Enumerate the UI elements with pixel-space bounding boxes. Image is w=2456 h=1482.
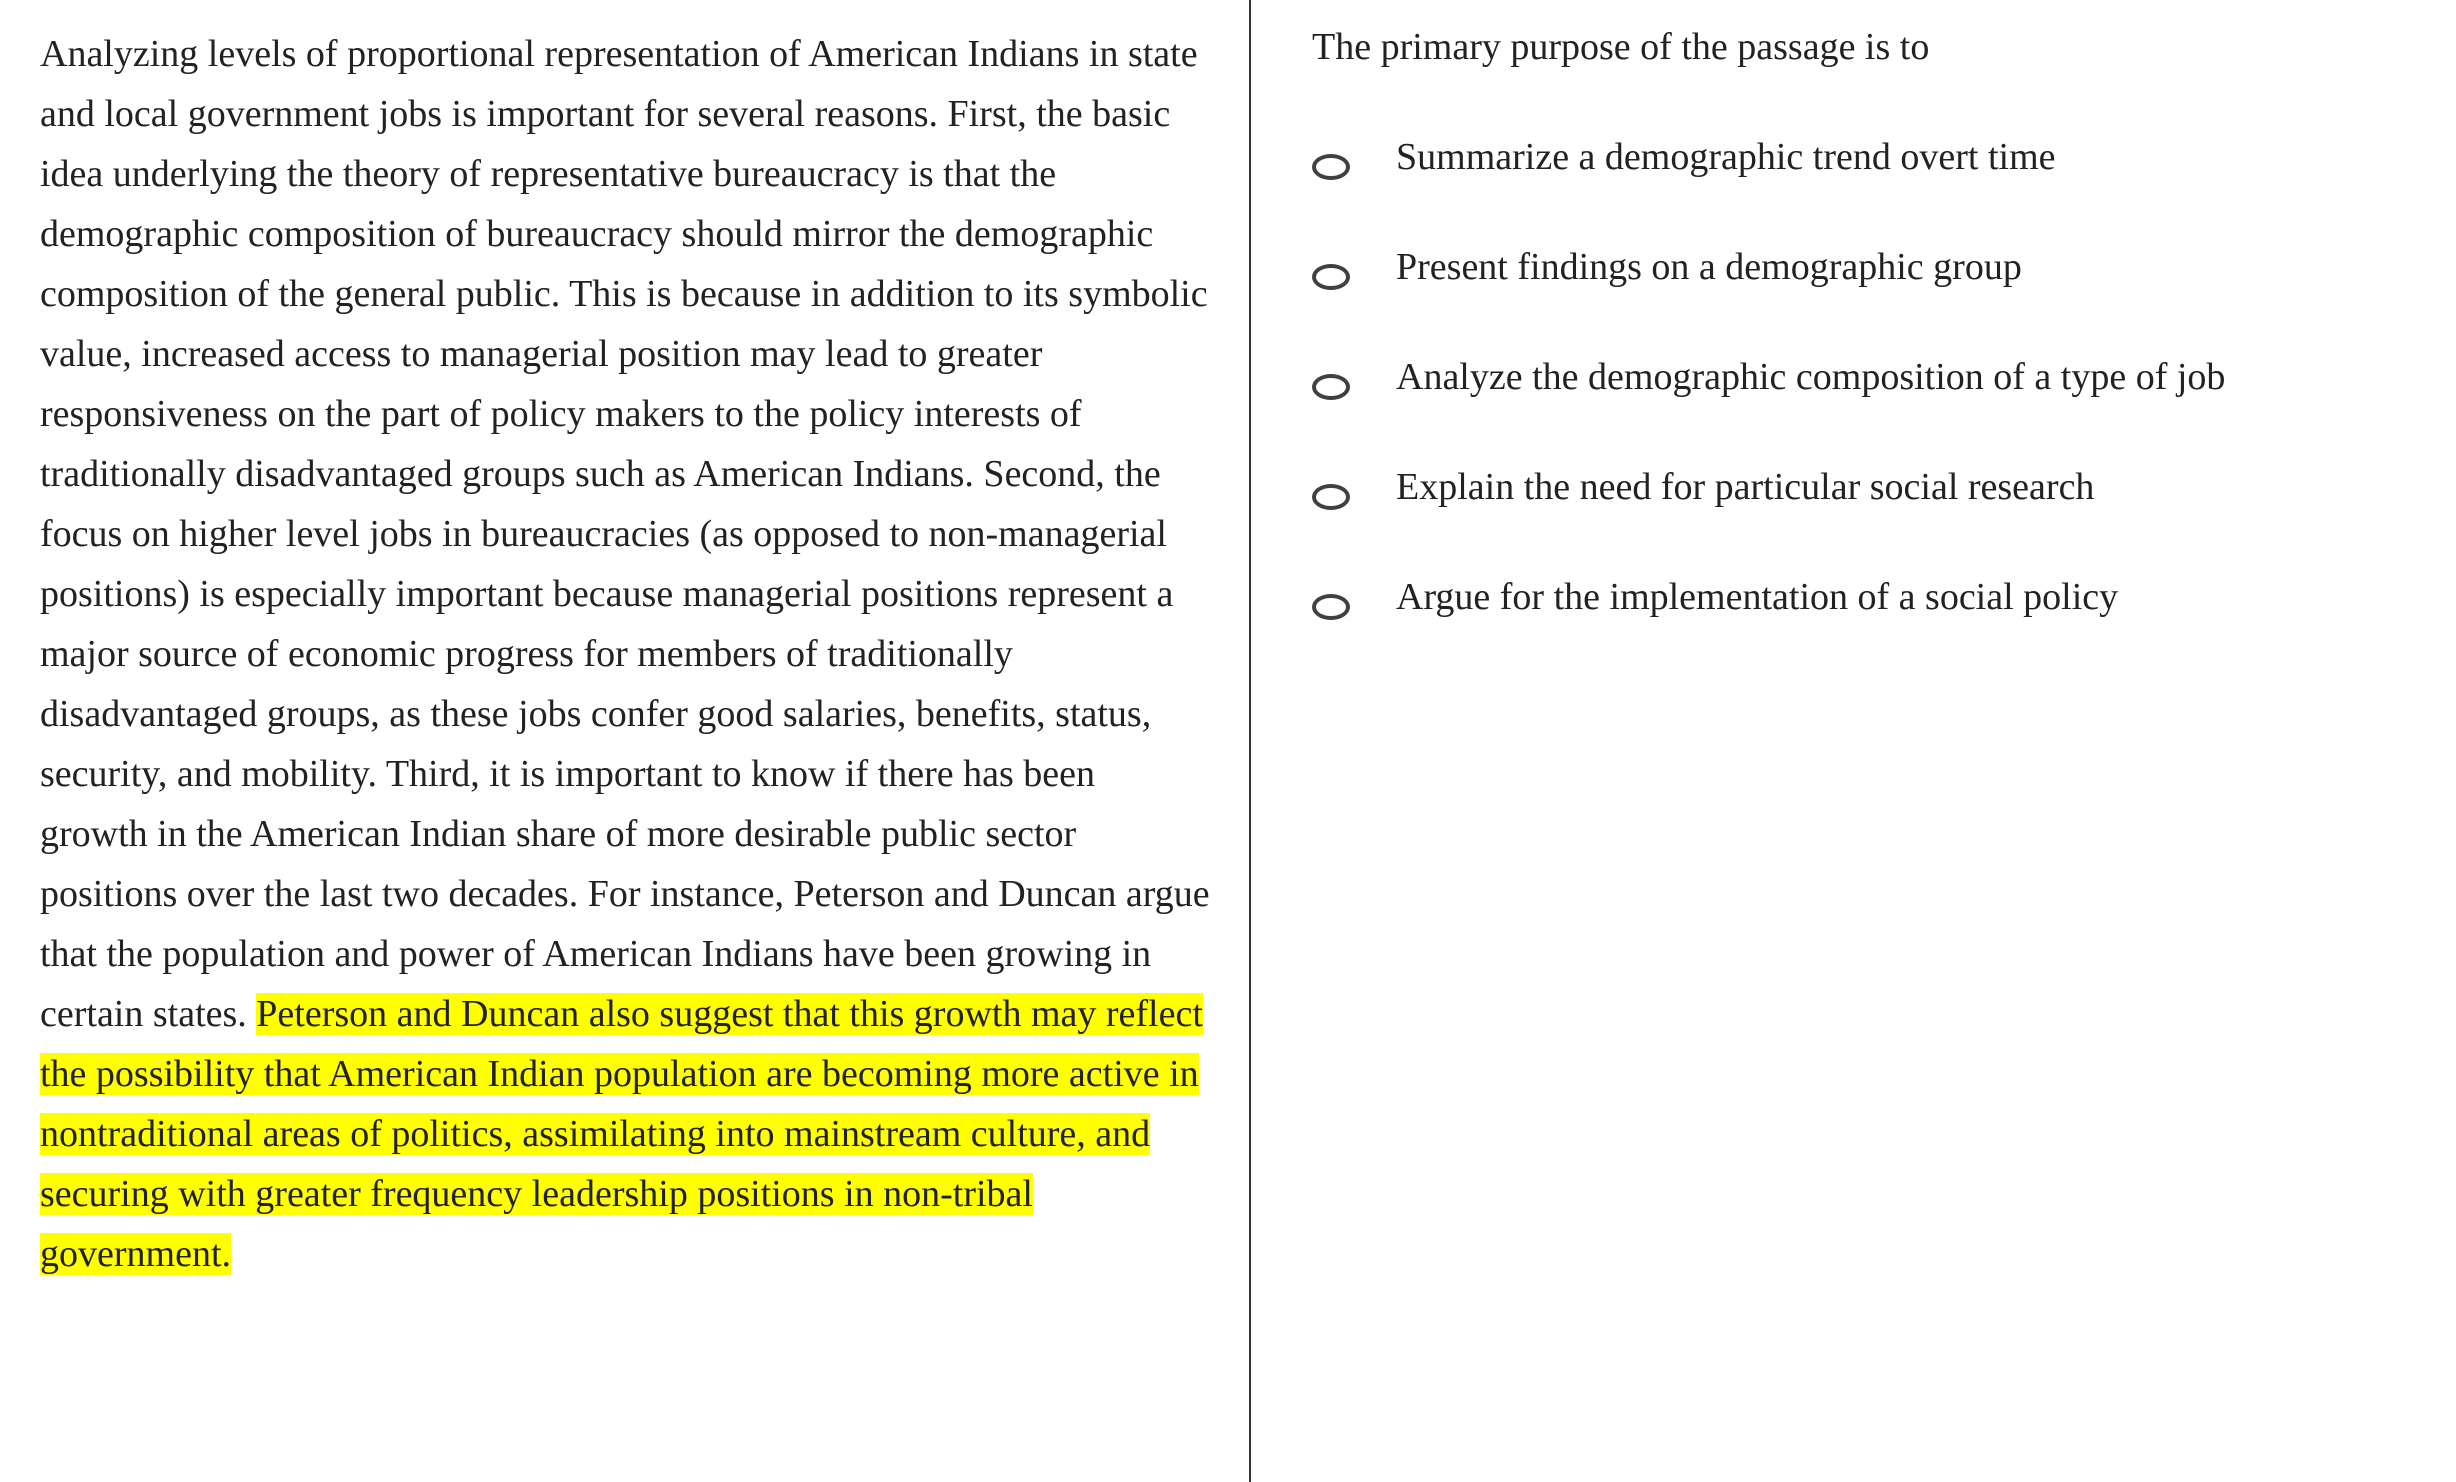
answer-option-label[interactable]: Present findings on a demographic group	[1396, 246, 2022, 288]
radio-button-icon[interactable]	[1312, 374, 1350, 400]
radio-button-icon[interactable]	[1312, 594, 1350, 620]
answer-option-label[interactable]: Argue for the implementation of a social policy	[1396, 576, 2119, 618]
highlighted-text[interactable]: Peterson and Duncan also suggest that this growth may reflect the possibility that American Indian population are becoming more active in nontraditional areas of politics, assimilating into mainstream culture, and securing with greater frequency leadership positions in non-tribal government.	[40, 993, 1203, 1275]
answer-option-label[interactable]: Explain the need for particular social research	[1396, 466, 2095, 508]
answer-option-label[interactable]: Analyze the demographic composition of a type of job	[1396, 356, 2226, 398]
answer-option-a[interactable]	[1312, 128, 2432, 238]
answer-option-c[interactable]	[1312, 348, 2432, 458]
radio-button-icon[interactable]	[1312, 154, 1350, 180]
radio-button-icon[interactable]	[1312, 484, 1350, 510]
answer-options	[1312, 128, 2432, 678]
passage-body: Analyzing levels of proportional representation of American Indians in state and local government jobs is important for several reasons. First, the basic idea underlying the theory of representative bureaucracy is that the demographic composition of bureaucracy should mirror the demographic composition of the general public. This is because in addition to its symbolic value, increased access to managerial position may lead to greater responsiveness on the part of policy makers to the policy interests of traditionally disadvantaged groups such as American Indians. Second, the focus on higher level jobs in bureaucracies (as opposed to non-managerial positions) is especially important because managerial positions represent a major source of economic progress for members of traditionally disadvantaged groups, as these jobs confer good salaries, benefits, status, security, and mobility. Third, it is important to know if there has been growth in the American Indian share of more desirable public sector positions over the last two decades. For instance, Peterson and Duncan argue that the population and power of American Indians have been growing in certain states.	[40, 33, 1210, 1035]
question-pane	[1312, 18, 2432, 618]
radio-button-icon[interactable]	[1312, 264, 1350, 290]
question-prompt: The primary purpose of the passage is to	[1312, 26, 1930, 68]
answer-option-label[interactable]: Summarize a demographic trend overt time	[1396, 136, 2056, 178]
answer-option-e[interactable]	[1312, 568, 2432, 678]
pane-divider	[1249, 0, 1251, 1482]
answer-option-d[interactable]	[1312, 458, 2432, 568]
passage-text	[40, 24, 1210, 1284]
answer-option-b[interactable]	[1312, 238, 2432, 348]
